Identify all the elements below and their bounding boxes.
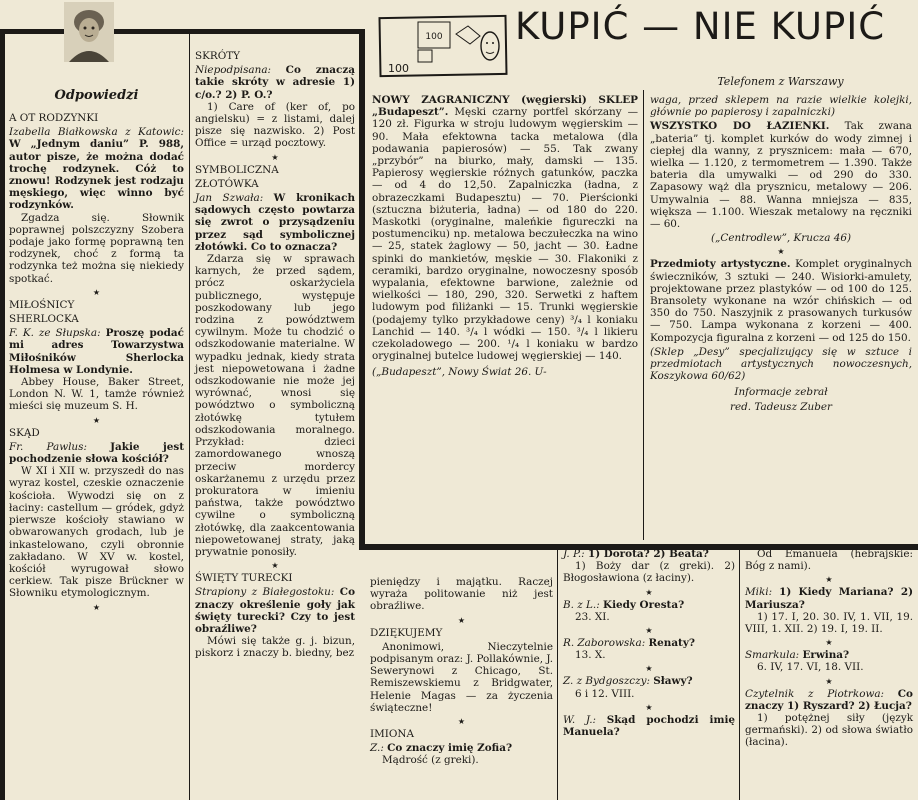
question-renaty: R. Zaborowska: Renaty? xyxy=(563,637,695,650)
separator-star: ★ xyxy=(825,676,833,686)
separator-star: ★ xyxy=(645,702,653,712)
frame-top-left xyxy=(0,29,64,34)
question-dorota: J. P.: 1) Dorota? 2) Beata? xyxy=(563,548,709,560)
col-divider-5 xyxy=(739,550,740,800)
question-swiety: Strapiony z Białegostoku: Co znaczy określenie goły jak święty turecki? Czy to jest obraźliwe? xyxy=(195,586,355,635)
continued-swiety: pieniędzy i majątku. Raczej wyraża politowanie niż jest obraźliwe. xyxy=(370,576,553,613)
shop-artystyczne-address: (Sklep „Desy” specjalizujący się w sztuce i przedmiotach artystycznych nowoczesnych, Koszykowa 60/62) xyxy=(650,345,912,383)
answer-zofia: Mądrość (z greki). xyxy=(382,754,479,767)
heading-zlotowka: ZŁOTÓWKA xyxy=(195,177,259,190)
question-zofia: Z.: Co znaczy imię Zofia? xyxy=(370,742,513,755)
shop-budapeszt-address: („Budapeszt”, Nowy Świat 26. U- xyxy=(372,366,547,379)
separator-star: ★ xyxy=(645,664,653,674)
separator-star: ★ xyxy=(92,602,101,612)
column-2 xyxy=(195,50,355,662)
answer-sklad: W XI i XII w. przyszedł do nas wyraz kostel, czeskie oznaczenie kościoła. Wywodzi się on z łaciny: castellum — gródek, gdyż pierwsze kościoły stawiano w obwarowanych grodach, lub je inkastelowano, czyli obronnie zakładano. W XV w. kostel, kościół wyrugował słowo cerkiew. Tak pisze Brückner w Słowniku etymologicznym. xyxy=(9,465,184,600)
heading-sherlocka: SHERLOCKA xyxy=(9,313,79,326)
column-4 xyxy=(370,576,553,769)
answer-oresta: 23. XI. xyxy=(575,610,610,623)
shop-column-left xyxy=(372,94,638,381)
shop-column-right xyxy=(650,94,912,415)
portrait-photo xyxy=(64,2,114,62)
column-1 xyxy=(9,88,184,614)
section-title: Odpowiedzi xyxy=(54,88,139,103)
heading-skroty: SKRÓTY xyxy=(195,50,241,62)
question-zlotowka: Jan Szwała: W kronikach sądowych często powtarza się zwrot o przysądzeniu przez sąd symbolicznej złotówki. Co to oznacza? xyxy=(195,192,355,253)
credit-line: Informacje zebrał xyxy=(734,386,828,399)
byline: Telefonem z Warszawy xyxy=(717,75,844,88)
separator-star: ★ xyxy=(271,152,279,162)
answer-slawy: 6 i 12. VIII. xyxy=(575,687,635,700)
separator-star: ★ xyxy=(777,247,785,257)
heading-sklad: SKĄD xyxy=(9,426,40,439)
frame-left xyxy=(0,29,5,800)
separator-star: ★ xyxy=(271,561,279,571)
svg-text:100: 100 xyxy=(388,62,409,75)
separator-star: ★ xyxy=(825,638,833,648)
separator-star: ★ xyxy=(92,287,101,297)
page-title: KUPIĆ — NIE KUPIĆ xyxy=(515,5,886,48)
column-5 xyxy=(563,548,735,738)
credit-author: red. Tadeusz Zuber xyxy=(730,400,832,413)
banknote-drawing xyxy=(378,14,508,78)
shop-lazienki: WSZYSTKO DO ŁAZIENKI. Tak zwana „bateria” tj. komplet kurków do wody zimnej i ciepłej dla wanny, z prysznicem: mała — 670, wielka — 1.120, z termometrem — 1.390. Także bateria dla umywalki — od 290 do 330. Zapasowy wąż dla prysznicu, metalowy — 206. Umywalnia — 88. Wanna mniejsza — 835, większa — 1.100. Wieszak metalowy na ręczniki — 60. xyxy=(650,120,913,231)
thanks-text: Anonimowi, Nieczytelnie podpisanym oraz: J. Pollakównie, J. Sewerynowi z Chicago, St. Remiszewskiemu z Bridgwater, Helenie Magas — za życzenia świąteczne! xyxy=(370,640,553,714)
frame-top-mid xyxy=(113,29,363,34)
svg-text:100: 100 xyxy=(425,32,443,42)
question-mariana: Miki: 1) Kiedy Mariana? 2) Mariusza? xyxy=(745,586,913,611)
question-skroty: Niepodpisana: Co znaczą takie skróty w adresie 1) c/o.? 2) P. O.? xyxy=(195,64,355,101)
question-rodzynki: Izabella Białkowska z Katowic: W „Jednym daniu” P. 988, autor pisze, że można dodać trochę rodzynek. Cóż to znowu! Rodzynek jest rodzaju męskiego, więc winno być rodzynków. xyxy=(9,126,184,212)
separator-star: ★ xyxy=(645,587,653,597)
answer-renaty: 13. X. xyxy=(575,649,606,662)
separator-star: ★ xyxy=(92,415,101,425)
shop-artystyczne: Przedmioty artystyczne. Komplet oryginalnych świeczników, 3 sztuki — 240. Wisiorki-amulety, projektowane przez plastyków — od 100 do 125. Bransolety wykonane na wzór chińskich — od 350 do 750. Naszyjnik z prasowanych turkusów — 750. Lampa wykonana z korzeni — 400. Kompozycja figuralna z korzeni — od 125 do 150. xyxy=(650,258,912,344)
question-manuela: W. J.: Skąd pochodzi imię Manuela? xyxy=(563,713,736,739)
separator-star: ★ xyxy=(457,615,466,625)
heading-imiona: IMIONA xyxy=(370,728,414,741)
answer-sherlock: Abbey House, Baker Street, London N. W. 1, tamże również mieści się muzeum S. H. xyxy=(9,376,184,413)
question-oresta: B. z L.: Kiedy Oresta? xyxy=(563,598,685,611)
shop-waga-note: waga, przed sklepem na razie wielkie kolejki, głównie po papierosy i zapalniczki) xyxy=(650,94,912,119)
shop-lazienki-address: („Centrodlew”, Krucza 46) xyxy=(710,232,852,245)
separator-star: ★ xyxy=(457,717,466,727)
answer-skroty: 1) Care of (ker of, po angielsku) = z listami, dalej pisze się nazwisko. 2) Post Office = urząd pocztowy. xyxy=(195,100,355,150)
answer-rodzynki: Zgadza się. Słownik poprawnej polszczyzny Szobera podaje jako formę poprawną ten rodzynek, choć z formą ta rodzynka też można się niekiedy spotkać. xyxy=(9,211,184,285)
answer-zlotowka: Zdarza się w sprawach karnych, że przed sądem, prócz oskarżyciela publicznego, występuje poszkodowany lub jego rodzina z powództwem cywilnym. Może tu chodzić o odszkodowanie materialne. W wypadku jednak, kiedy strata jest niepowetowana i żadne odszkodowanie nie może jej wyrównać, wnosi się powództwo o symboliczną złotówkę tytułem odszkodowania moralnego. Przykład: dzieci zamordowanego wnoszą przeciw mordercy oskarżanemu z urzędu przez prokuratora w imieniu państwa, także powództwo cywilne o symboliczną złotówkę, dla zaakcentowania niepowetowanej straty, jaką prywatnie ponosiły. xyxy=(195,253,355,558)
question-ryszard: Czytelnik z Piotrkowa: Co znaczy 1) Ryszard? 2) Łucja? xyxy=(745,687,913,712)
answer-ryszard: 1) potężnej siły (język germański). 2) od słowa światło (łacina). xyxy=(745,712,913,749)
question-sklad: Fr. Pawlus: Jakie jest pochodzenie słowa kościół? xyxy=(9,440,184,466)
answer-erwina: 6. IV, 17. VI, 18. VII. xyxy=(757,661,864,674)
shop-budapeszt: NOWY ZAGRANICZNY (węgierski) SKLEP „Budapeszt”. Męski czarny portfel skórzany — 120 zł. Figurka w stroju ludowym węgierskim — 90. Mała efektowna tacka metalowa (dla podawania papierosów) — 55. Tak zwany „przybór” na biurko, mały, damski — 135. Papierosy węgierskie różnych gatunków, paczka — od 4 do 12,50. Zapalniczka (ładna, z obrazeczkami Budapesztu) — 70. Pierścionki (sztuczna biżuteria, ładna) — od 180 do 220. Maskotki (oryginalne, maleńkie figureczki na postumenciku) np. metalowa beczułeczka na wino — 25, statek żaglowy — 50, jacht — 30. Ładne spinki do mankietów, męskie — 30. Flakoniki z ceramiki, bardzo oryginalne, nowoczesny sposób wypalania, efektowne barwione, zależnie od wielkości — 180, 290, 320. Serwetki z haftem ludowym pod filiżanki — 15. Trunki węgierskie (podajemy tylko przykładowe ceny) ³/₄ l koniaku Lanchid — 140. ³/₄ l wódki — 150. ³/₄ l likieru czekoladowego — 200. ¹/₄ l koniaku w bardzo oryginalnej butelce ludowej węgierskiej — 140. xyxy=(372,94,638,363)
separator-star: ★ xyxy=(825,575,833,585)
answer-mariana: 1) 17. I, 20. 30. IV, 1. VII, 19. VIII, 1. XII. 2) 19. I, 19. II. xyxy=(745,610,913,636)
col-divider-4 xyxy=(557,550,558,800)
column-6 xyxy=(745,548,913,751)
answer-dorota: 1) Boży dar (z greki). 2) Błogosławiona (z łaciny). xyxy=(563,560,735,585)
question-sherlock: F. K. ze Słupska: Proszę podać mi adres Towarzystwa Miłośników Sherlocka Holmesa w Londynie. xyxy=(9,327,184,376)
separator-star: ★ xyxy=(645,626,653,636)
heading-milosnicy: MIŁOŚNICY xyxy=(9,298,75,311)
answer-manuela: Od Emanuela (hebrajskie: Bóg z nami). xyxy=(745,548,913,573)
col-divider-1 xyxy=(189,34,190,800)
heading-ot-rodzynki: A OT RODZYNKI xyxy=(9,112,99,124)
answer-swiety: Mówi się także g. j. bizun, piskorz i znaczy b. biedny, bez xyxy=(195,635,355,660)
heading-dziekujemy: DZIĘKUJEMY xyxy=(370,626,443,639)
col-divider-shop xyxy=(643,90,644,540)
question-slawy: Z. z Bydgoszczy: Sławy? xyxy=(563,675,693,688)
heading-symboliczna: SYMBOLICZNA xyxy=(195,163,279,176)
frame-mid-vertical xyxy=(359,29,365,550)
question-erwina: Smarkula: Erwina? xyxy=(745,649,850,662)
heading-swiety-turecki: ŚWIĘTY TURECKI xyxy=(195,572,293,585)
